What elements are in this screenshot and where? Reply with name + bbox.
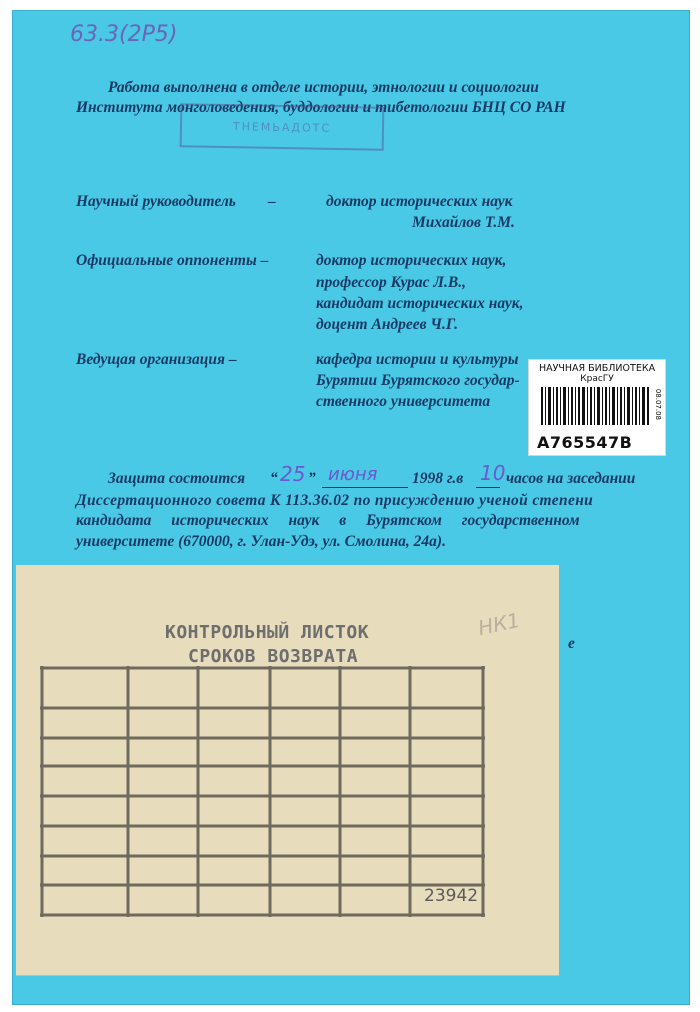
library-barcode-label — [528, 359, 666, 456]
hour-underline — [476, 487, 500, 488]
lead-org-line: кафедра истории и культуры — [316, 351, 519, 368]
hidden-text-fragment: е — [568, 635, 575, 652]
barcode-icon — [541, 387, 649, 425]
opponent-line: кандидат исторических наук, — [316, 295, 524, 312]
label-date: 08.07.08 — [654, 388, 662, 420]
lead-org-line: Бурятии Бурятского государ- — [316, 372, 520, 389]
lead-org-label: Ведущая организация – — [76, 351, 237, 368]
opponent-line: доктор исторических наук, — [316, 252, 507, 269]
opponent-line: профессор Курас Л.В., — [316, 274, 467, 291]
handwritten-day: 25 — [280, 462, 306, 486]
library-subname: КрасГУ — [580, 374, 614, 384]
return-dates-grid — [40, 666, 485, 917]
month-underline — [322, 487, 408, 488]
handwritten-catalog-code: 63.3(2Р5) — [70, 22, 178, 47]
card-title-line-2: СРОКОВ ВОЗВРАТА — [188, 646, 359, 667]
defense-year: 1998 г.в — [412, 470, 464, 487]
card-title-line-1: КОНТРОЛЬНЫЙ ЛИСТОК — [165, 622, 370, 643]
supervisor-label: Научный руководитель — [76, 193, 236, 210]
supervisor-name: Михайлов Т.М. — [412, 214, 515, 231]
faded-stamp: ТНЕМЬАДОТС — [180, 103, 385, 151]
library-name: НАУЧНАЯ БИБЛИОТЕКА — [538, 363, 656, 374]
header-line-1: Работа выполнена в отделе истории, этнологии и социологии — [108, 79, 539, 96]
defense-line-3: кандидата исторических наук в Бурятском государственном — [76, 512, 580, 529]
handwritten-hour: 10 — [480, 461, 506, 485]
defense-time-text: часов на заседании — [506, 470, 636, 487]
supervisor-degree: доктор исторических наук — [326, 193, 513, 210]
barcode-number: A765547B — [537, 433, 633, 452]
defense-line-4: университете (670000, г. Улан-Удэ, ул. Смолина, 24а). — [76, 533, 446, 550]
opponent-line: доцент Андреев Ч.Г. — [316, 316, 458, 333]
defense-intro: Защита состоится — [108, 470, 246, 487]
opponents-label: Официальные оппоненты – — [76, 252, 269, 269]
handwritten-month: июня — [328, 464, 378, 485]
handwritten-card-mark: НК1 — [475, 607, 523, 641]
handwritten-inventory-number: 23942 — [424, 886, 479, 906]
supervisor-dash: – — [268, 193, 276, 210]
open-quote: “ — [270, 470, 278, 487]
close-quote: ” — [308, 470, 316, 487]
lead-org-line: ственного университета — [316, 393, 491, 410]
header-line-2: Института монголоведения, буддологии и тибетологии БНЦ СО РАН — [76, 99, 566, 116]
defense-line-2: Диссертационного совета К 113.36.02 по присуждению ученой степени — [76, 492, 594, 509]
